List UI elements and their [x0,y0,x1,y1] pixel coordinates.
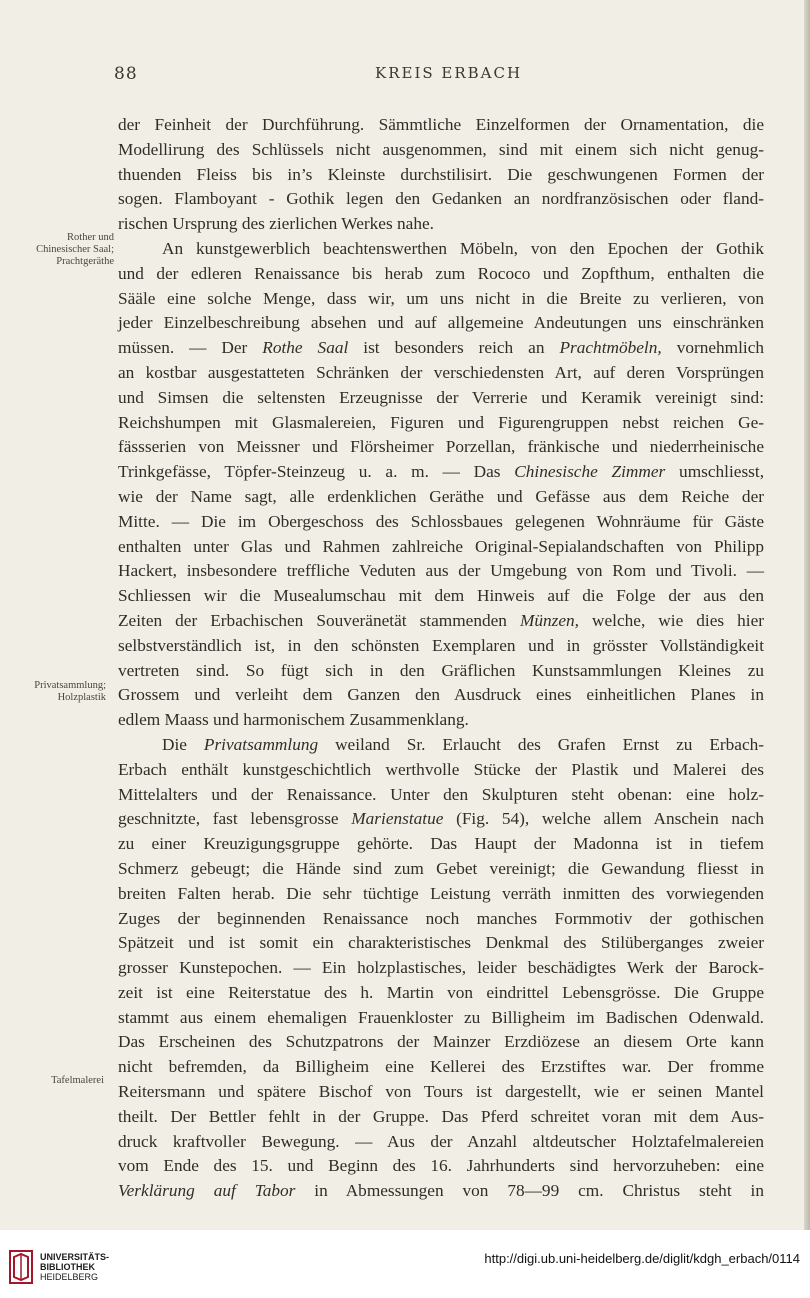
emphasis-muenzen: Münzen, [519,610,579,630]
text-run: (Fig. 54), welche allem Anschein nach [456,809,765,829]
text-run: geschnitzte, fast lebensgrosse [118,809,339,829]
text-line [118,807,764,832]
library-name [40,1252,109,1282]
margin-note-line: Chinesischer Saal; [36,244,114,255]
text-line: Schmerz gebeugt; die Hände sind zum Gebet vereinigt; die Gewandung fliesst in [118,858,764,878]
text-line: an kostbar ausgestatteten Schränken der verschiedensten Art, auf deren Vorsprüngen [118,362,764,382]
text-run: ist besonders reich an [363,338,545,358]
text-line: wie der Name sagt, alle erdenklichen Geräthe und Gefässe aus dem Reiche der [118,486,764,506]
text-line: druck kraftvoller Bewegung. — Aus der Anzahl altdeutscher Holztafelmalereien [118,1131,764,1151]
text-line: stammt aus einem ehemaligen Frauenkloster zu Billigheim im Badischen Odenwald. [118,1007,764,1027]
text-line: Das Erscheinen des Schutzpatrons der Mainzer Erzdiözese an diesem Orte kann [118,1032,764,1052]
text-line: vom Ende des 15. und Beginn des 16. Jahrhunderts sind hervorzuheben: eine [118,1156,764,1176]
text-line: An kunstgewerblich beachtenswerthen Möbeln, von den Epochen der Gothik [162,238,764,258]
text-line: Zuges der beginnenden Renaissance noch manches Formmotiv der gothischen [118,908,764,928]
emphasis-prachtmoebeln: Prachtmöbeln, [559,338,662,358]
text-run: vornehmlich [676,338,765,358]
emphasis-verklaerung: Verklärung auf Tabor [118,1181,296,1201]
text-line: nicht befremden, da Billigheim eine Kellerei des Erzstiftes war. Der fromme [118,1057,764,1077]
text-line: und der edleren Renaissance bis herab zum Rococo und Zopfthum, enthalten die [118,263,764,283]
page-edge [804,0,810,1230]
text-line [118,460,764,485]
text-line [118,609,764,634]
emphasis-chinesische-zimmer: Chinesische Zimmer [514,462,666,482]
text-line: und Simsen die seltensten Erzeugnisse der Verrerie und Keramik vereinigt sind: [118,387,764,407]
text-line: Modellirung des Schlüssels nicht ausgenommen, sind mit einem sich nicht genug- [118,139,764,159]
emphasis-marienstatue: Marienstatue [351,809,444,829]
text-line: edlem Maass und harmonischem Zusammenklang. [118,710,469,730]
library-logo[interactable] [8,1247,148,1287]
source-url-link[interactable]: http://digi.ub.uni-heidelberg.de/diglit/kdgh_erbach/0114 [484,1251,800,1266]
text-run: weiland Sr. Erlaucht des Grafen Ernst zu Erbach- [335,734,765,754]
running-head: KREIS ERBACH [375,64,523,82]
text-line [118,336,764,361]
body-text [118,113,764,1204]
text-line: Reitersmann und spätere Bischof von Tours ist dargestellt, wie er seinen Mantel [118,1082,764,1102]
margin-note-tafelmalerei [4,1075,104,1087]
margin-note-line: Rother und [67,232,114,243]
library-name-line: BIBLIOTHEK [40,1262,95,1272]
text-line: Schliessen wir die Musealumschau mit dem Hinweis auf die Folge der aus den [118,586,764,606]
text-run: Die [162,734,187,754]
text-line: zu einer Kreuzigungsgruppe gehörte. Das Haupt der Madonna ist in tiefem [118,834,764,854]
text-line: rischen Ursprung des zierlichen Werkes nahe. [118,214,434,234]
text-run: müssen. — Der [118,338,248,358]
text-line: theilt. Der Bettler fehlt in der Gruppe. Das Pferd schreitet voran mit dem Aus- [118,1106,764,1126]
text-line: Erbach enthält kunstgeschichtlich werthvolle Stücke der Plastik und Malerei des [118,759,764,779]
text-line: sogen. Flamboyant - Gothik legen den Gedanken an nordfranzösischen oder fland- [118,189,764,209]
text-run: Trinkgefässe, Töpfer-Steinzeug u. a. m. — Das [118,462,501,482]
text-run: welche, wie dies hier [592,610,764,630]
text-line: Mittelalters und der Renaissance. Unter den Skulpturen steht obenan: eine holz- [118,784,764,804]
text-line: breiten Falten herab. Die sehr tüchtige Leistung verräth inmitten des vorwiegenden [118,883,764,903]
text-line [118,1179,764,1204]
margin-note-line: Privatsammlung; [34,680,106,691]
margin-note-rother [14,232,114,268]
margin-note-privatsammlung [6,680,106,704]
emphasis-privatsammlung: Privatsammlung [203,734,319,754]
text-line: enthalten unter Glas und Rahmen zahlreiche Original-Sepialandschaften von Philipp [118,536,764,556]
library-name-line: UNIVERSITÄTS- [40,1252,110,1262]
emphasis-rothe-saal: Rothe Saal [262,338,349,358]
text-line: thuenden Fleiss bis in’s Kleinste durchstilisirt. Die geschwungenen Formen der [118,164,764,184]
text-run: Zeiten der Erbachischen Souveränetät stammenden [118,610,507,630]
text-run: in Abmessungen von 78—99 cm. Christus steht in [314,1181,764,1201]
text-line: Hackert, insbesondere treffliche Veduten aus der Umgebung von Rom und Tivoli. — [118,561,764,581]
library-emblem-icon [8,1249,34,1285]
text-run: umschliesst, [679,462,765,482]
text-line: grosser Kunstepochen. — Ein holzplastisches, leider beschädigtes Werk der Barock- [118,958,764,978]
text-line: Sääle eine solche Menge, dass wir, um uns nicht in die Breite zu verlieren, von [118,288,764,308]
page-number: 88 [114,64,138,84]
text-line: Spätzeit und ist somit ein charakteristisches Denkmal des Stilüberganges zweier [118,933,764,953]
text-line: jeder Einzelbeschreibung absehen und auf allgemeine Andeutungen uns einschränken [118,313,764,333]
text-line: selbstverständlich ist, in den schönsten Exemplaren und in grösster Vollständigkeit [118,635,764,655]
margin-note-line: Prachtgeräthe [56,256,114,267]
text-line: Reichshumpen mit Glasmalereien, Figuren und Figurengruppen nebst reichen Ge- [118,412,764,432]
margin-note-line: Tafelmalerei [51,1075,104,1086]
library-name-line: HEIDELBERG [40,1272,99,1282]
text-line: vertreten sind. So fügt sich in den Gräflichen Kunstsammlungen Kleines zu [118,660,764,680]
margin-note-line: Holzplastik [57,692,106,703]
text-line: zeit ist eine Reiterstatue des h. Martin von eindrittel Lebensgrösse. Die Gruppe [118,982,764,1002]
text-line: Grossem und verleiht dem Ganzen den Ausdruck eines einheitlichen Planes in [118,685,764,705]
text-line: der Feinheit der Durchführung. Sämmtliche Einzelformen der Ornamentation, die [118,115,764,134]
text-line: fässserien von Meissner und Flörsheimer Porzellan, fränkische und niederrheinische [118,437,764,457]
text-line [118,733,764,758]
text-line: Mitte. — Die im Obergeschoss des Schlossbaues gelegenen Wohnräume für Gäste [118,511,764,531]
